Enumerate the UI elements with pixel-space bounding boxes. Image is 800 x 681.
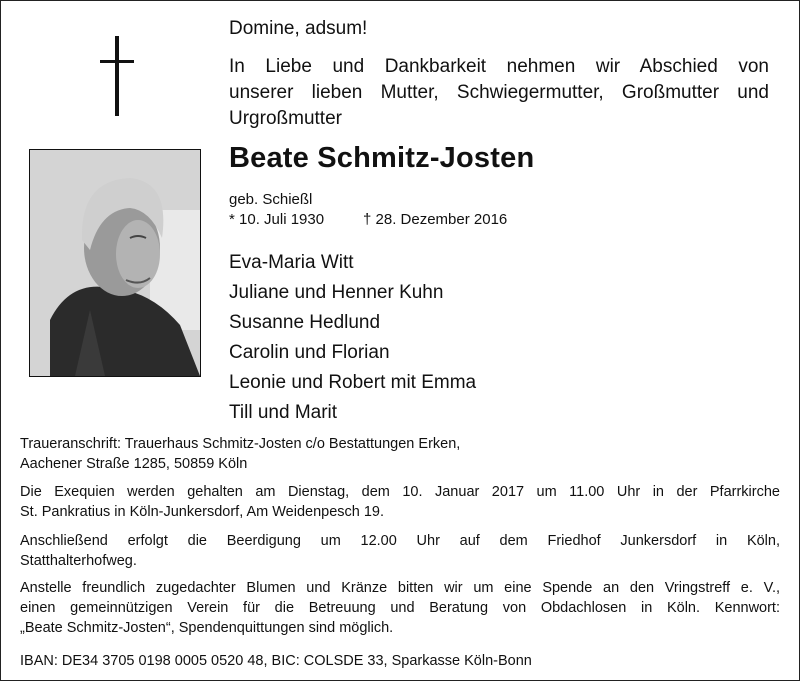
intro-line: unserer lieben Mutter, Schwiegermutter, Großmutter und [229, 82, 769, 103]
mourner: Till und Marit [229, 402, 338, 423]
mourner: Carolin und Florian [229, 342, 390, 363]
mourners-list [229, 248, 476, 428]
cross-icon [100, 36, 134, 116]
intro-line: Urgroßmutter [229, 108, 342, 129]
portrait-photo [29, 149, 201, 377]
mourner: Eva-Maria Witt [229, 252, 354, 273]
birth-date: * 10. Juli 1930 [229, 211, 325, 228]
address-line: Traueranschrift: Trauerhaus Schmitz-Josten c/o Bestattungen Erken, [20, 436, 461, 452]
intro-line: In Liebe und Dankbarkeit nehmen wir Abschied von [229, 56, 769, 77]
deceased-name: Beate Schmitz-Josten [229, 142, 535, 174]
exequien-notice [20, 482, 780, 522]
donation-notice [20, 578, 780, 638]
address-line: Aachener Straße 1285, 50859 Köln [20, 456, 248, 472]
donation-line: Anstelle freundlich zugedachter Blumen und Kränze bitten wir um eine Spende an den Vringstreff e. V., [20, 580, 780, 596]
burial-notice [20, 531, 780, 571]
exequien-line: St. Pankratius in Köln-Junkersdorf, Am Weidenpesch 19. [20, 504, 385, 520]
death-date: † 28. Dezember 2016 [363, 211, 508, 228]
intro-text [229, 54, 769, 132]
burial-line: Anschließend erfolgt die Beerdigung um 12.00 Uhr auf dem Friedhof Junkersdorf in Köln, [20, 533, 780, 549]
mourner: Susanne Hedlund [229, 312, 381, 333]
motto: Domine, adsum! [229, 18, 368, 39]
mourner: Juliane und Henner Kuhn [229, 282, 444, 303]
donation-line: „Beate Schmitz-Josten“, Spendenquittungen sind möglich. [20, 620, 394, 636]
bank-details [20, 651, 780, 671]
exequien-line: Die Exequien werden gehalten am Dienstag, dem 10. Januar 2017 um 11.00 Uhr in der Pfarrkirche [20, 484, 780, 500]
mourning-address [20, 434, 780, 474]
burial-line: Statthalterhofweg. [20, 553, 137, 569]
donation-line: einen gemeinnützigen Verein für die Betreuung und Beratung von Obdachlosen in Köln. Kennwort: [20, 600, 780, 616]
maiden-name: geb. Schießl [229, 191, 313, 208]
mourner: Leonie und Robert mit Emma [229, 372, 477, 393]
bank-line: IBAN: DE34 3705 0198 0005 0520 48, BIC: COLSDE 33, Sparkasse Köln-Bonn [20, 653, 532, 669]
